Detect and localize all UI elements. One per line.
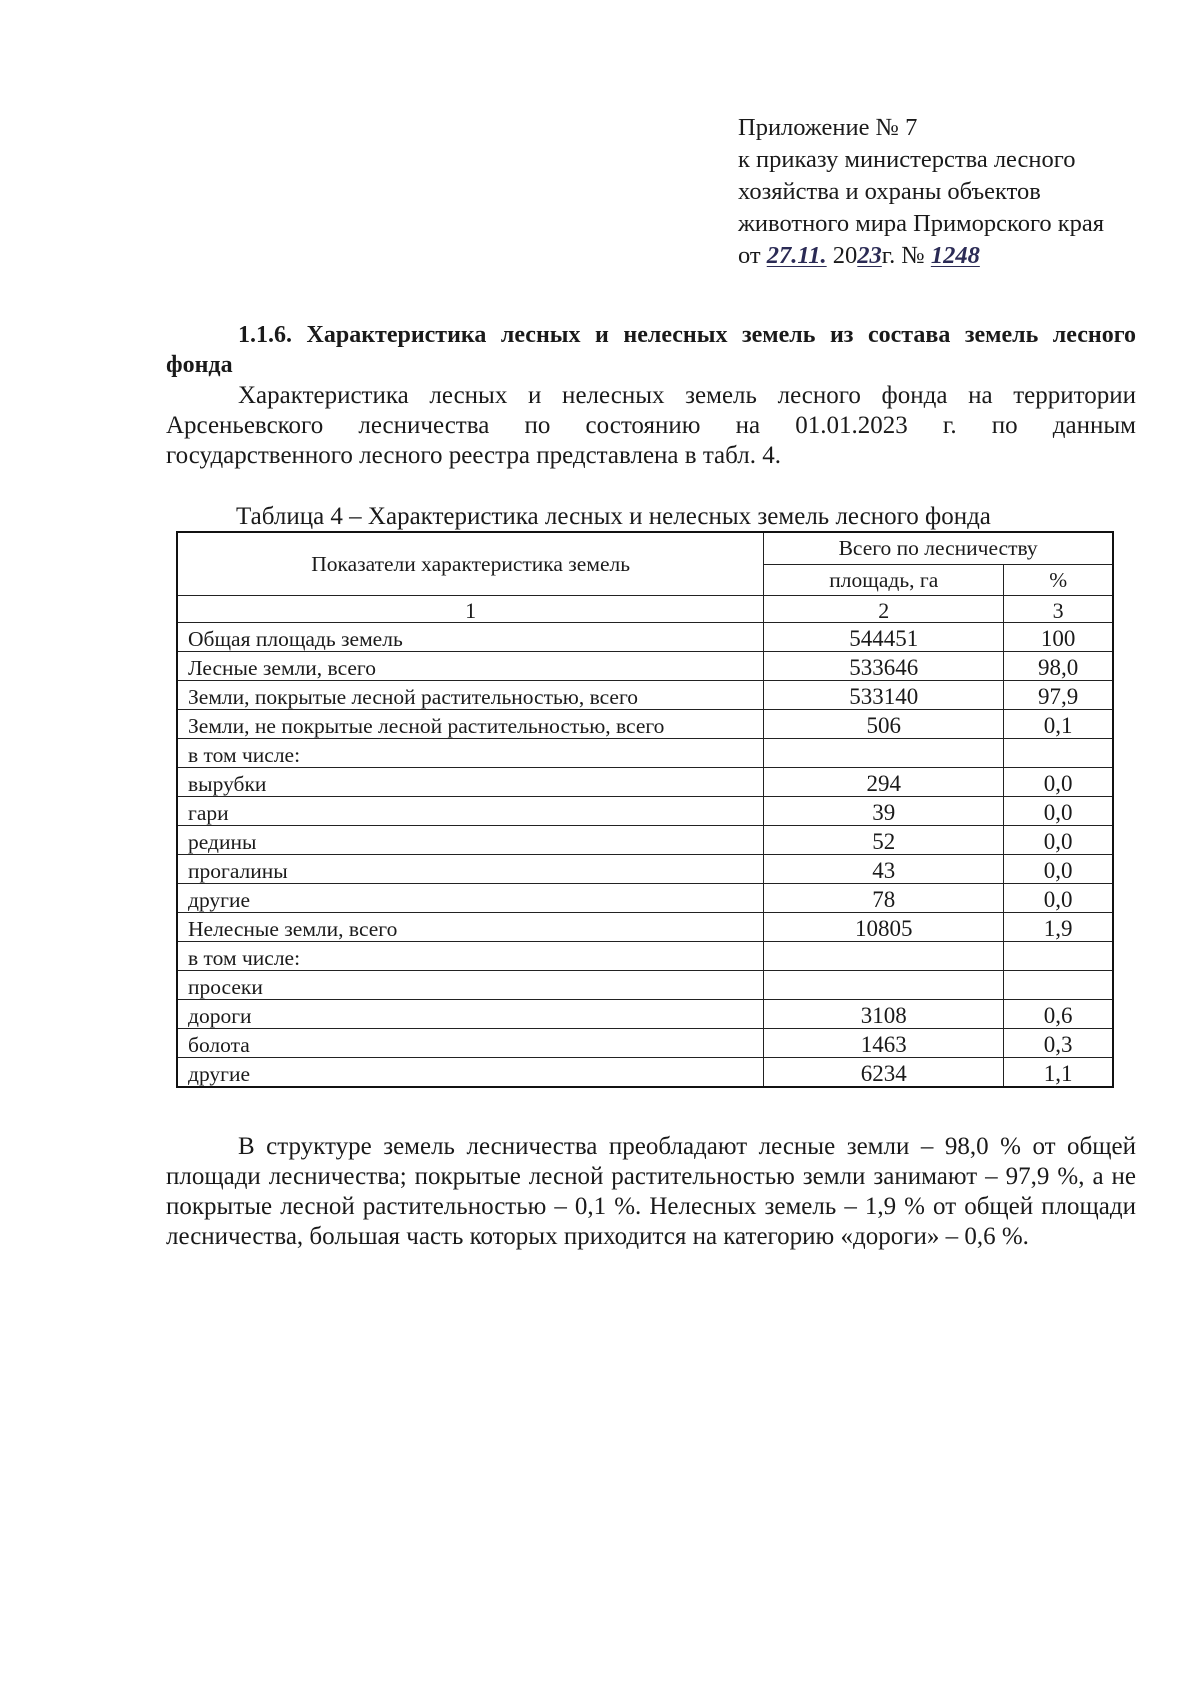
table-row (177, 855, 1113, 884)
heading-line-2: фонда (166, 352, 233, 378)
row-label: болота (177, 1029, 764, 1058)
heading-line-1: 1.1.6. Характеристика лесных и нелесных земель из состава земель лесного (238, 322, 1136, 348)
intro-line-3: государственного лесного реестра представлена в табл. 4. (166, 442, 781, 469)
row-area-ha: 294 (764, 768, 1004, 797)
table-row (177, 623, 1113, 652)
row-area-ha (764, 971, 1004, 1000)
table-row (177, 1029, 1113, 1058)
row-area-ha: 533646 (764, 652, 1004, 681)
column-number-3: 3 (1004, 596, 1113, 623)
land-characteristics-table (176, 531, 1114, 1088)
row-label: дороги (177, 1000, 764, 1029)
table-row (177, 710, 1113, 739)
row-percent: 100 (1004, 623, 1113, 652)
appendix-block (738, 112, 1158, 272)
row-area-ha: 10805 (764, 913, 1004, 942)
row-label: просеки (177, 971, 764, 1000)
column-number-2: 2 (764, 596, 1004, 623)
row-area-ha: 39 (764, 797, 1004, 826)
row-label: в том числе: (177, 942, 764, 971)
row-label: вырубки (177, 768, 764, 797)
table-row (177, 1000, 1113, 1029)
date-prefix: от (738, 242, 761, 269)
header-indicators: Показатели характеристика земель (177, 532, 764, 596)
row-label: в том числе: (177, 739, 764, 768)
row-area-ha: 1463 (764, 1029, 1004, 1058)
row-area-ha: 533140 (764, 681, 1004, 710)
column-number-1: 1 (177, 596, 764, 623)
table-row (177, 826, 1113, 855)
appendix-line-2: к приказу министерства лесного (738, 146, 1076, 173)
table-row (177, 768, 1113, 797)
row-area-ha: 78 (764, 884, 1004, 913)
row-area-ha: 43 (764, 855, 1004, 884)
table-row (177, 739, 1113, 768)
table-caption: Таблица 4 – Характеристика лесных и нелесных земель лесного фонда (236, 503, 991, 530)
appendix-line-4: животного мира Приморского края (738, 210, 1105, 237)
row-label: Лесные земли, всего (177, 652, 764, 681)
row-percent (1004, 739, 1113, 768)
row-percent: 97,9 (1004, 681, 1113, 710)
row-area-ha (764, 942, 1004, 971)
appendix-line-1: Приложение № 7 (738, 114, 918, 141)
appendix-date-line (738, 240, 1158, 272)
row-area-ha: 6234 (764, 1058, 1004, 1088)
year-suffix: г. № (881, 242, 925, 269)
appendix-line-3: хозяйства и охраны объектов (738, 178, 1041, 205)
row-label: Земли, не покрытые лесной растительностью, всего (177, 710, 764, 739)
intro-paragraph (166, 381, 1136, 471)
row-area-ha: 544451 (764, 623, 1004, 652)
row-label: другие (177, 884, 764, 913)
row-percent: 98,0 (1004, 652, 1113, 681)
row-label: прогалины (177, 855, 764, 884)
row-percent: 0,6 (1004, 1000, 1113, 1029)
row-percent (1004, 942, 1113, 971)
row-area-ha (764, 739, 1004, 768)
row-area-ha: 3108 (764, 1000, 1004, 1029)
row-label: Нелесные земли, всего (177, 913, 764, 942)
row-percent: 0,0 (1004, 855, 1113, 884)
row-percent: 0,0 (1004, 884, 1113, 913)
header-forestry-total: Всего по лесничеству (764, 532, 1113, 564)
table-row (177, 884, 1113, 913)
table-row (177, 942, 1113, 971)
row-label: редины (177, 826, 764, 855)
row-area-ha: 506 (764, 710, 1004, 739)
table-row (177, 652, 1113, 681)
row-percent: 0,0 (1004, 797, 1113, 826)
row-percent: 0,1 (1004, 710, 1113, 739)
intro-line-2: Арсеньевского лесничества по состоянию на 01.01.2023 г. по данным (166, 412, 1136, 439)
handwritten-date: 27.11. (766, 242, 827, 269)
conclusion-text: В структуре земель лесничества преобладают лесные земли – 98,0 % от общей площади лесничества; покрытые лесной растительностью земли занимают – 97,9 %, а не покрытые лесной растительностью – 0,1 %. Нелесных земель – 1,9 % от общей площади лесничества, большая часть которых приходится на категорию «дороги» – 0,6 %. (166, 1133, 1136, 1250)
row-percent: 0,0 (1004, 826, 1113, 855)
table-row (177, 971, 1113, 1000)
handwritten-order-number: 1248 (930, 242, 980, 269)
section-heading (166, 320, 1136, 380)
row-percent (1004, 971, 1113, 1000)
row-label: другие (177, 1058, 764, 1088)
row-percent: 0,0 (1004, 768, 1113, 797)
table-row (177, 913, 1113, 942)
table-row (177, 797, 1113, 826)
row-percent: 1,9 (1004, 913, 1113, 942)
row-label: Земли, покрытые лесной растительностью, всего (177, 681, 764, 710)
row-area-ha: 52 (764, 826, 1004, 855)
row-percent: 1,1 (1004, 1058, 1113, 1088)
handwritten-year: 23 (857, 242, 882, 269)
table-row (177, 681, 1113, 710)
row-label: гари (177, 797, 764, 826)
row-percent: 0,3 (1004, 1029, 1113, 1058)
header-area: площадь, га (764, 564, 1004, 595)
intro-line-1: Характеристика лесных и нелесных земель лесного фонда на территории (238, 382, 1136, 409)
row-label: Общая площадь земель (177, 623, 764, 652)
conclusion-paragraph (166, 1132, 1136, 1252)
header-percent: % (1004, 564, 1113, 595)
table-row (177, 1058, 1113, 1088)
year-prefix: 20 (832, 242, 858, 269)
